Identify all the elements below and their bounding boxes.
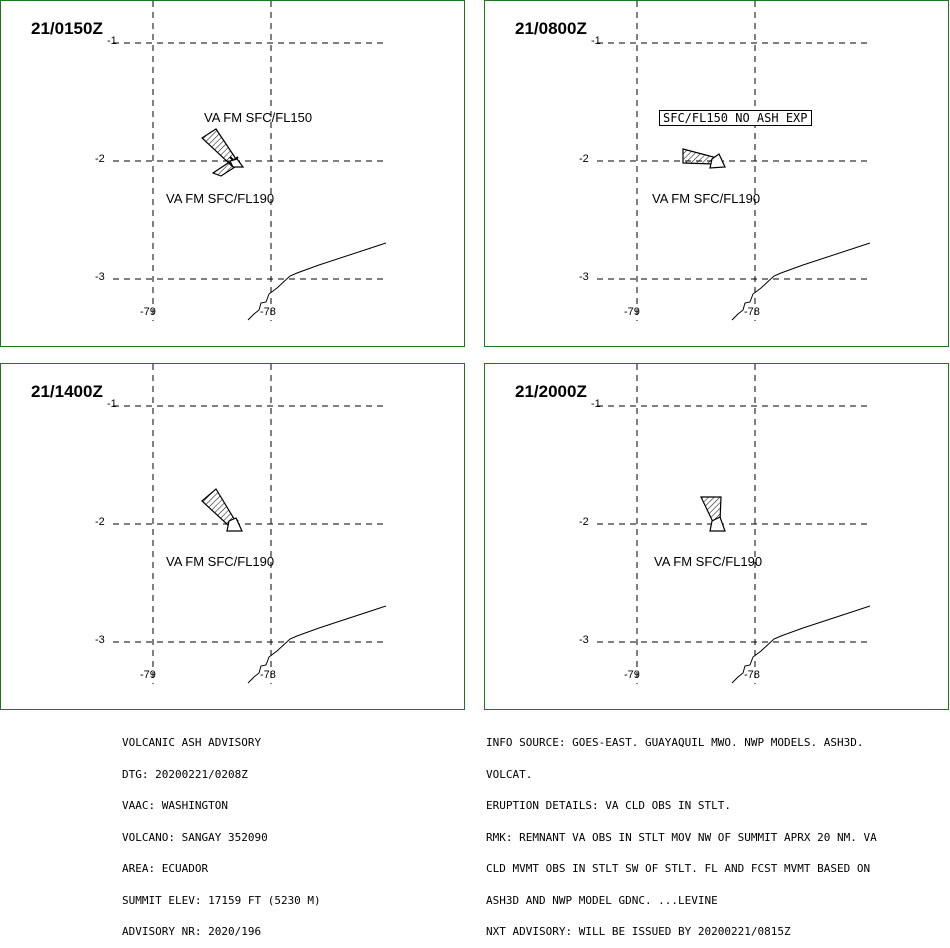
- advisory-line: CLD MVMT OBS IN STLT SW OF STLT. FL AND FCST MVMT BASED ON: [486, 862, 871, 875]
- advisory-line: VAAC: WASHINGTON: [122, 799, 228, 812]
- advisory-line: INFO SOURCE: GOES-EAST. GUAYAQUIL MWO. NWP MODELS. ASH3D.: [486, 736, 864, 749]
- lon-tick: -79: [624, 669, 640, 681]
- lat-tick: -2: [579, 153, 589, 165]
- ash-label: VA FM SFC/FL190: [166, 191, 275, 206]
- lat-tick: -1: [591, 35, 601, 47]
- advisory-line: DTG: 20200221/0208Z: [122, 767, 248, 781]
- map-canvas: [1, 1, 466, 348]
- map-canvas: [485, 364, 950, 711]
- advisory-line: VOLCANIC ASH ADVISORY: [122, 736, 262, 749]
- lat-tick: -3: [579, 634, 589, 646]
- panel-time: 21/1400Z: [31, 382, 103, 401]
- ash-label: VA FM SFC/FL190: [652, 191, 761, 206]
- map-canvas: [1, 364, 466, 711]
- lon-tick: -79: [624, 306, 640, 318]
- lat-tick: -1: [107, 398, 117, 410]
- lon-tick: -78: [744, 306, 760, 318]
- panel-time: 21/2000Z: [515, 382, 587, 401]
- ash-label: VA FM SFC/FL190: [654, 554, 763, 569]
- ash-area-outline: [230, 159, 243, 167]
- map-panel-2: [484, 0, 949, 347]
- boxed-note: SFC/FL150 NO ASH EXP: [659, 110, 812, 126]
- ash-label: VA FM SFC/FL190: [166, 554, 275, 569]
- advisory-line: AREA: ECUADOR: [122, 862, 209, 875]
- map-panel-3: [0, 363, 465, 710]
- map-panel-4: [484, 363, 949, 710]
- ash-label: VA FM SFC/FL150: [204, 110, 313, 125]
- lat-tick: -3: [95, 634, 105, 646]
- lat-tick: -2: [95, 153, 105, 165]
- map-panel-1: [0, 0, 465, 347]
- map-canvas: [485, 1, 950, 348]
- advisory-line: VOLCANO: SANGAY 352090: [122, 830, 268, 844]
- advisory-header-block: [122, 717, 321, 948]
- lat-tick: -3: [95, 271, 105, 283]
- advisory-line: ERUPTION DETAILS: VA CLD OBS IN STLT.: [486, 799, 732, 812]
- advisory-details-block: [486, 717, 877, 948]
- lat-tick: -1: [107, 35, 117, 47]
- lon-tick: -79: [140, 669, 156, 681]
- lon-tick: -78: [260, 669, 276, 681]
- lat-tick: -2: [95, 516, 105, 528]
- lon-tick: -78: [744, 669, 760, 681]
- lon-tick: -78: [260, 306, 276, 318]
- lon-tick: -79: [140, 306, 156, 318]
- advisory-line: RMK: REMNANT VA OBS IN STLT MOV NW OF SUMMIT APRX 20 NM. VA: [486, 830, 877, 844]
- advisory-line: NXT ADVISORY: WILL BE ISSUED BY 20200221/0815Z: [486, 925, 791, 938]
- panel-time: 21/0150Z: [31, 19, 103, 38]
- lat-tick: -3: [579, 271, 589, 283]
- advisory-line: SUMMIT ELEV: 17159 FT (5230 M): [122, 893, 321, 907]
- lat-tick: -2: [579, 516, 589, 528]
- advisory-line: ASH3D AND NWP MODEL GDNC. ...LEVINE: [486, 893, 718, 907]
- lat-tick: -1: [591, 398, 601, 410]
- panel-time: 21/0800Z: [515, 19, 587, 38]
- advisory-line: ADVISORY NR: 2020/196: [122, 925, 262, 938]
- advisory-line: VOLCAT.: [486, 767, 533, 781]
